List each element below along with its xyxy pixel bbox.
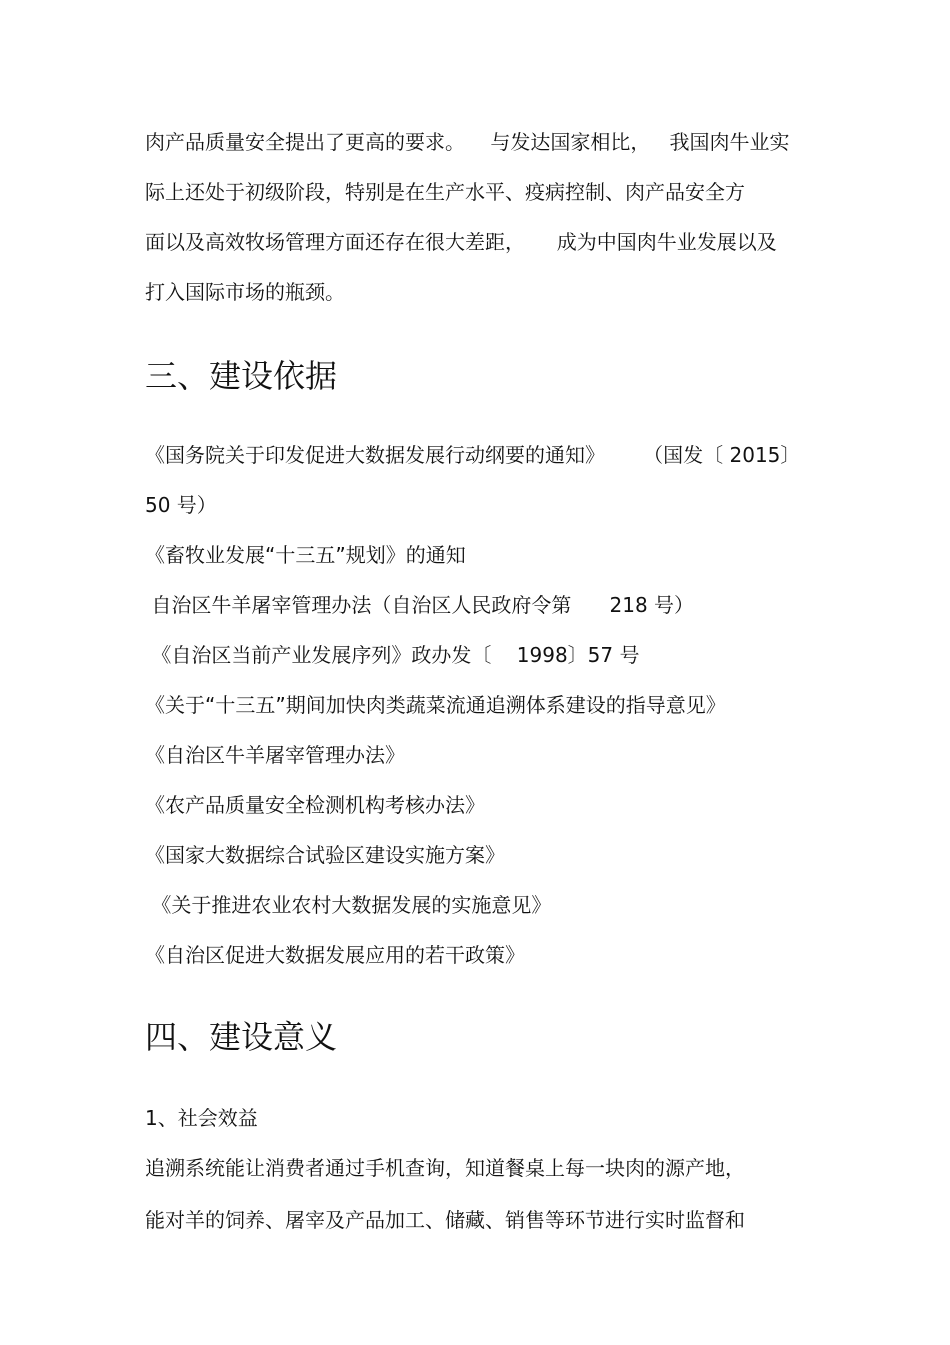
body-line: 能对羊的饲养、屠宰及产品加工、储藏、销售等环节进行实时监督和 bbox=[145, 1208, 745, 1232]
reference-item: 自治区牛羊屠宰管理办法（自治区人民政府令第 218 号） bbox=[145, 593, 695, 617]
reference-item: 《自治区促进大数据发展应用的若干政策》 bbox=[145, 943, 525, 967]
intro-line-2: 际上还处于初级阶段，特别是在生产水平、疫病控制、肉产品安全方 bbox=[145, 180, 745, 204]
reference-item: 《关于推进农业农村大数据发展的实施意见》 bbox=[145, 893, 552, 917]
section-heading: 四、建设意义 bbox=[145, 1018, 338, 1056]
reference-item: 《国务院关于印发促进大数据发展行动纲要的通知》 （国发〔 2015〕 bbox=[145, 443, 801, 467]
reference-item: 《自治区当前产业发展序列》政办发〔 1998〕57 号 bbox=[145, 643, 640, 667]
reference-item: 《自治区牛羊屠宰管理办法》 bbox=[145, 743, 405, 767]
body-line: 追溯系统能让消费者通过手机查询，知道餐桌上每一块肉的源产地， bbox=[145, 1156, 745, 1180]
section-heading: 三、建设依据 bbox=[145, 357, 338, 395]
reference-item: 50 号） bbox=[145, 493, 217, 517]
intro-line-1: 肉产品质量安全提出了更高的要求。 与发达国家相比， 我国肉牛业实 bbox=[145, 130, 790, 154]
reference-item: 《关于“十三五”期间加快肉类蔬菜流通追溯体系建设的指导意见》 bbox=[145, 693, 726, 717]
intro-line-4: 打入国际市场的瓶颈。 bbox=[145, 280, 345, 304]
reference-item: 《畜牧业发展“十三五”规划》的通知 bbox=[145, 543, 466, 567]
reference-item: 《国家大数据综合试验区建设实施方案》 bbox=[145, 843, 505, 867]
reference-item: 《农产品质量安全检测机构考核办法》 bbox=[145, 793, 485, 817]
subheading: 1、社会效益 bbox=[145, 1106, 258, 1130]
intro-line-3: 面以及高效牧场管理方面还存在很大差距， 成为中国肉牛业发展以及 bbox=[145, 230, 777, 254]
